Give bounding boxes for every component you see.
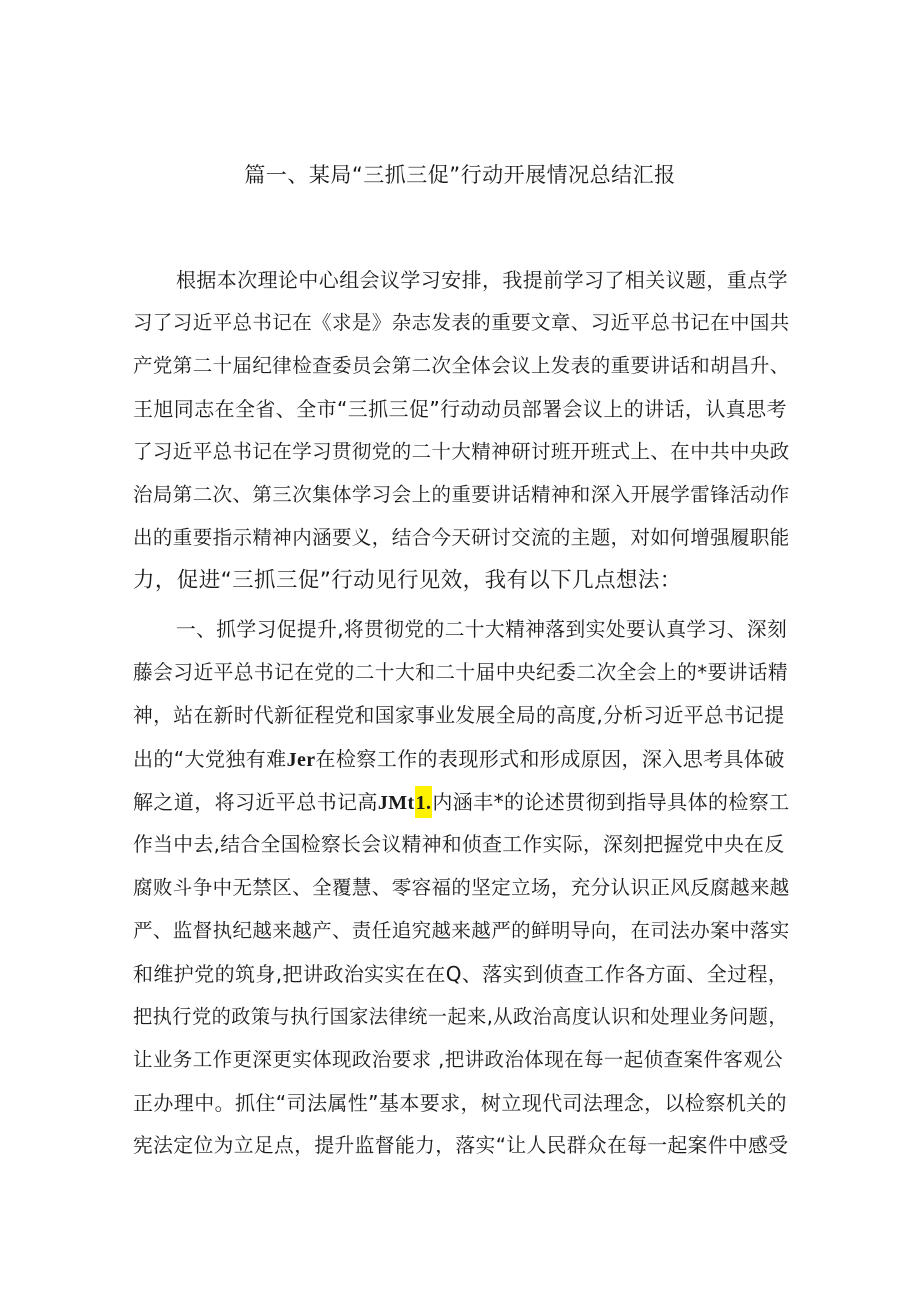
paragraph-line: 宪法定位为立足点，提升监督能力，落实“让人民群众在每一起案件中感受 xyxy=(133,1134,789,1157)
paragraph-line: 出的重要指示精神内涵要义，结合今天研讨交流的主题，对如何增强履职能 xyxy=(133,526,790,549)
paragraph-line: 把执行党的政策与执行国家法律统一起来,从政治高度认识和处理业务问题， xyxy=(133,1005,788,1028)
line-text: 解之道，将习近平总书记高 xyxy=(133,790,378,814)
paragraph-line: 藤会习近平总书记在党的二十大和二十届中央纪委二次全会上的*要讲话精 xyxy=(133,661,789,684)
paragraph-line: 腐败斗争中无禁区、全覆慧、零容福的坚定立场，充分认识正风反腐越来越 xyxy=(133,876,790,899)
paragraph-line: 和维护党的筑身,把讲政治实实在在Q、落实到侦查工作各方面、全过程， xyxy=(133,962,789,986)
paragraph-line: 神，站在新时代新征程党和国家事业发展全局的高度,分析习近平总书记提 xyxy=(133,704,785,727)
highlighted-text: 1. xyxy=(415,786,433,818)
paragraph-line: 治局第二次、第三次集体学习会上的重要讲话精神和深入开展学雷锋活动作 xyxy=(133,483,790,506)
paragraph-line xyxy=(133,787,790,818)
paragraph-line xyxy=(133,744,785,775)
paragraph-line: 作当中去,结合全国检察长会议精神和侦查工作实际，深刻把握党中央在反 xyxy=(133,833,785,856)
line-text: 出的“大党独有难 xyxy=(133,747,287,771)
paragraph-line: 一、抓学习促提升,将贯彻党的二十大精神落到实处要认真学习、深刻 xyxy=(176,618,788,641)
paragraph-line: 习了习近平总书记在《求是》杂志发表的重要文章、习近平总书记在中国共 xyxy=(133,311,790,334)
paragraph-line: 王旭同志在全省、全市“三抓三促”行动动员部署会议上的讲话，认真思考 xyxy=(133,397,787,421)
line-text: 在检察工作的表现形式和形成原因，深入思考具体破 xyxy=(315,747,785,771)
paragraph-line: 产党第二十届纪律检查委员会第二次全体会议上发表的重要讲话和胡昌升、 xyxy=(133,354,790,377)
garbled-bold-text: Jer xyxy=(286,749,316,771)
line-text: 内涵丰*的论述贯彻到指导具体的检察工 xyxy=(432,790,790,814)
paragraph-line: 严、监督执纪越来越产、责任追究越来越严的鲜明导向，在司法办案中落实 xyxy=(133,919,790,942)
paragraph-line: 正办理中。抓住“司法属性”基本要求，树立现代司法理念，以检察机关的 xyxy=(133,1091,787,1115)
paragraph-line: 让业务工作更深更实体现政治要求 ,把讲政治体现在每一起侦查案件客观公 xyxy=(133,1048,783,1071)
paragraph-line: 了习近平总书记在学习贯彻党的二十大精神研讨班开班式上、在中共中央政 xyxy=(133,440,790,463)
paragraph-line: 力，促进“三抓三促”行动见行见效，我有以下几点想法： xyxy=(133,568,682,593)
garbled-bold-text: JMt xyxy=(377,792,415,814)
paragraph-line: 根据本次理论中心组会议学习安排，我提前学习了相关议题，重点学 xyxy=(176,268,788,292)
document-title: 篇一、某局“三抓三促”行动开展情况总结汇报 xyxy=(244,163,676,187)
